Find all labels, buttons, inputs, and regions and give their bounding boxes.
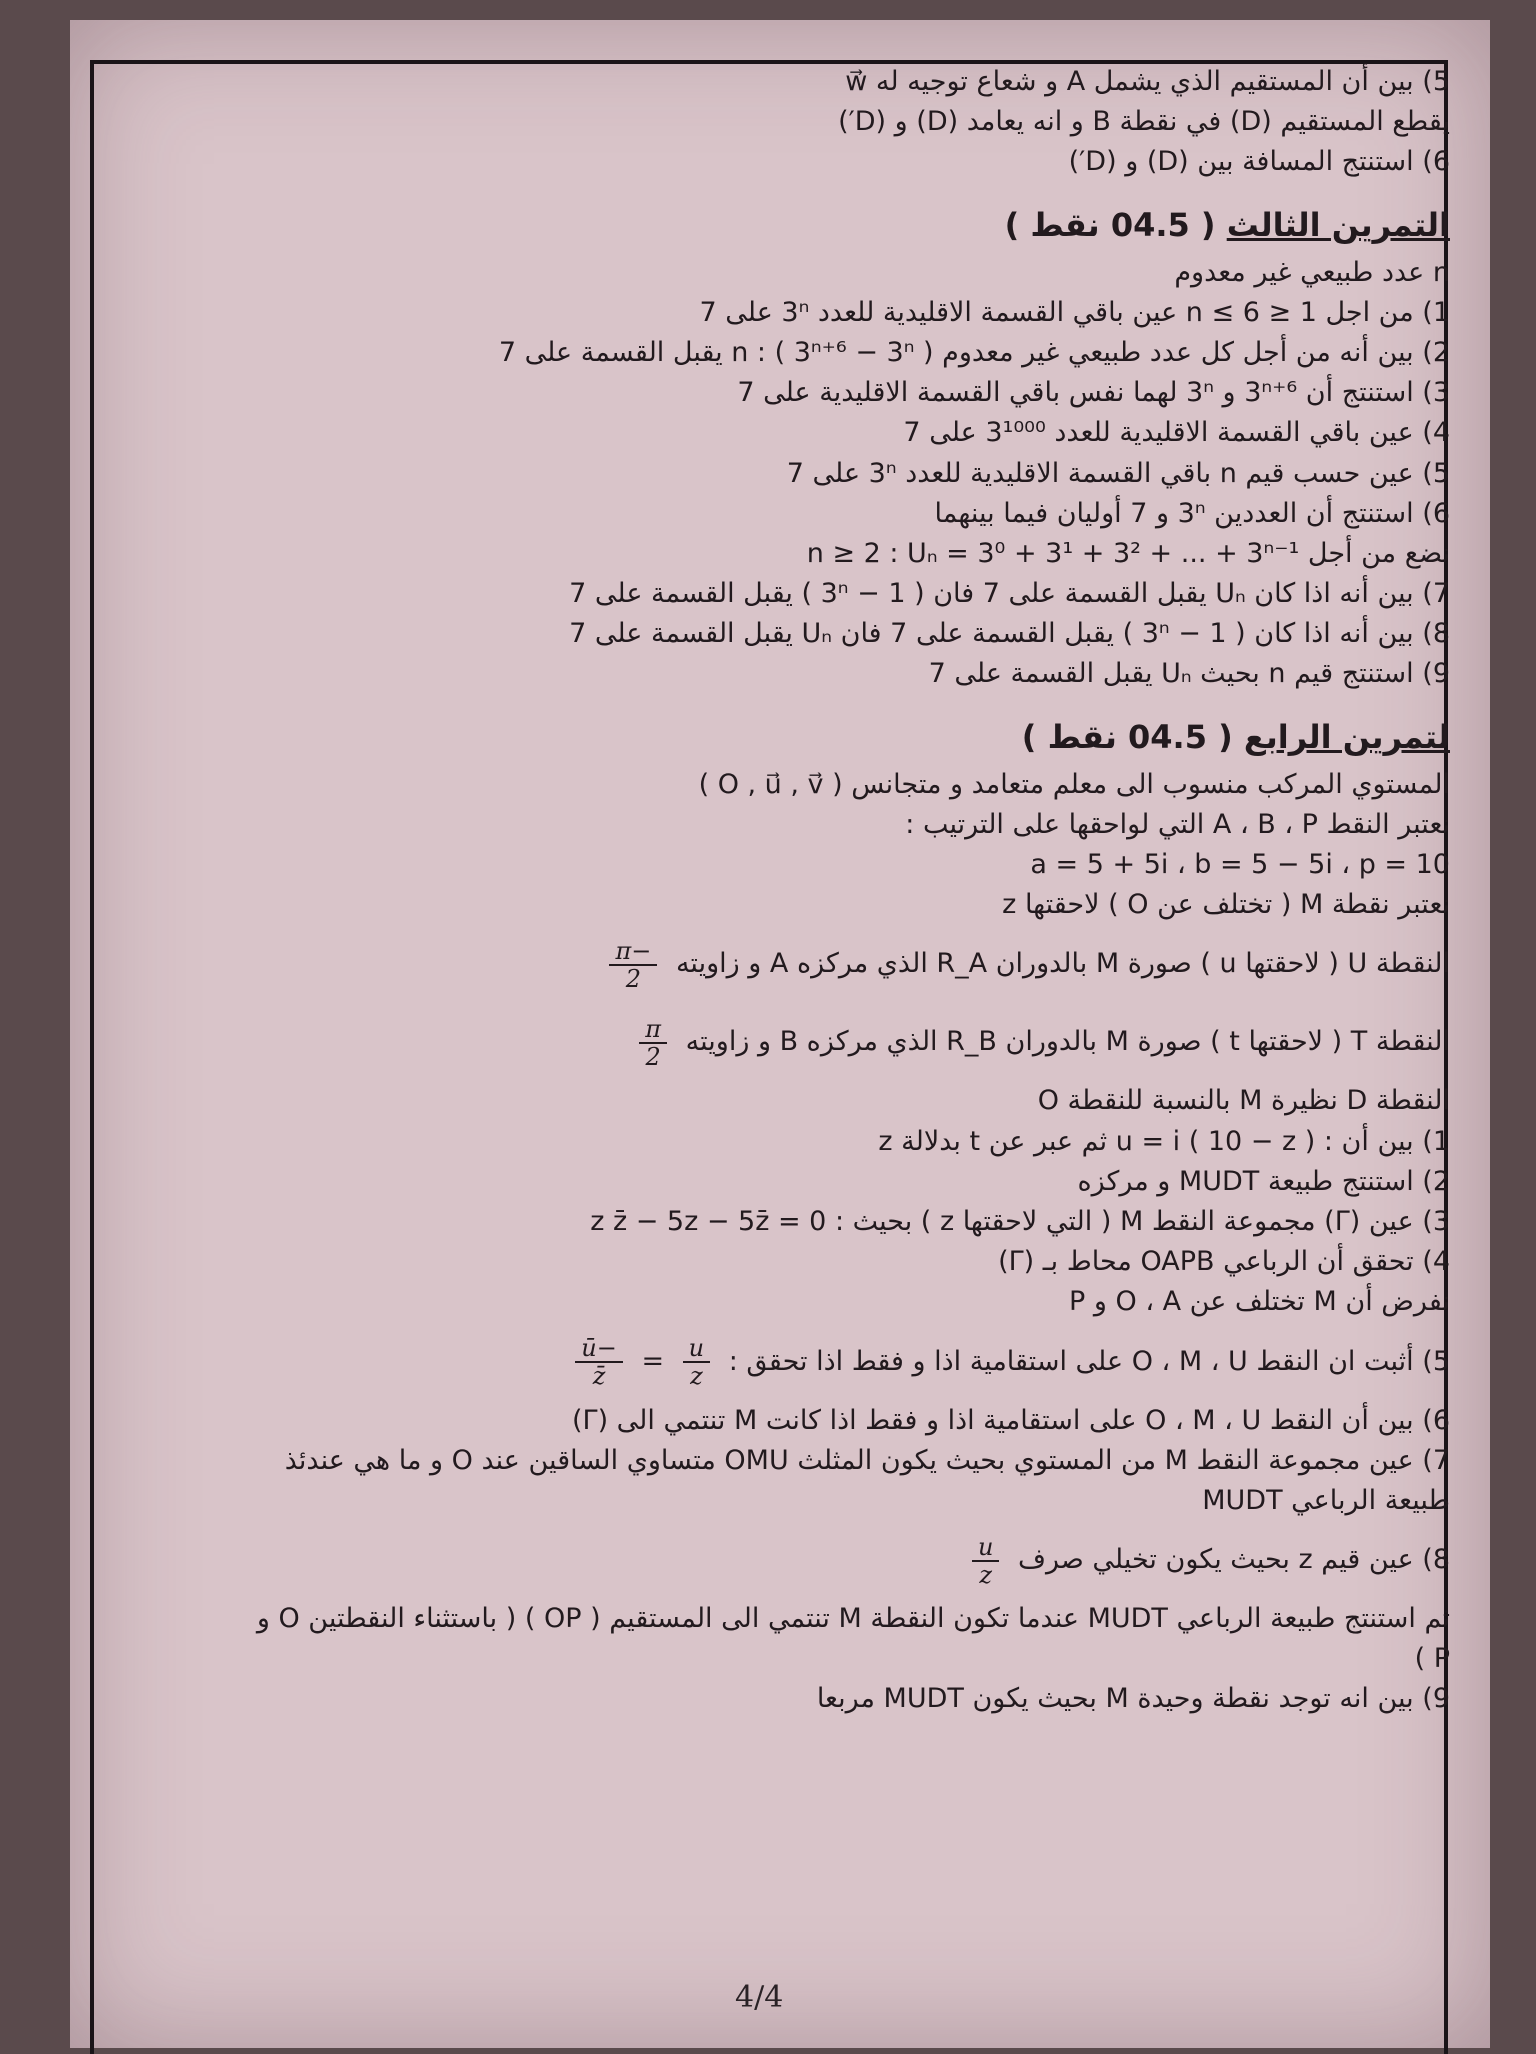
text-line: 1) من اجل 1 ≤ n ≤ 6 عين باقي القسمة الاقليدية للعدد 3ⁿ على 7 — [699, 296, 1450, 328]
exercise2-tail — [120, 62, 1450, 183]
text-line: 5) بين أن المستقيم الذي يشمل A و شعاع توجيه له w⃗ — [845, 66, 1450, 97]
text-line-with-fraction: 5) أثبت ان النقط O ، M ، U على استقامية اذا و فقط اذا تحقق : $\frac{u}{z}$ = $\frac{-ū}{z̄}$ — [120, 1323, 1450, 1401]
text-line: المستوي المركب منسوب الى معلم متعامد و متجانس ( O , u⃗ , v⃗ ) — [698, 768, 1450, 800]
exercise4 — [120, 709, 1450, 1720]
text-line: نفرض أن M تختلف عن O ، A و P — [1068, 1286, 1450, 1318]
fraction-numerator: u — [683, 1335, 710, 1363]
text-fragment: 8) عين قيم z بحيث يكون تخيلي صرف — [1018, 1544, 1450, 1576]
text-fragment: النقطة U ( لاحقتها u ) صورة M بالدوران R_A الذي مركزه A و زاويته — [675, 948, 1450, 980]
text-fragment: 5) أثبت ان النقط O ، M ، U على استقامية اذا و فقط اذا تحقق : — [728, 1345, 1450, 1377]
text-line-with-fraction — [120, 1003, 1450, 1081]
text-line-with-fraction — [120, 925, 1450, 1003]
exercise4-title: لتمرين الرابع — [1243, 717, 1450, 756]
text-line: يقطع المستقيم (D) في نقطة B و انه يعامد (D) و (D′) — [838, 106, 1450, 138]
text-line: 2) استنتج طبيعة MUDT و مركزه — [1077, 1165, 1450, 1197]
text-line: 8) بين أنه اذا كان ( 3ⁿ − 1 ) يقبل القسمة على 7 فان Uₙ يقبل القسمة على 7 — [569, 618, 1450, 650]
text-line: ثم استنتج طبيعة الرباعي MUDT عندما تكون النقطة M تنتمي الى المستقيم ( OP ) ( باستثناء النقطتين O و — [256, 1603, 1450, 1635]
exercise3-heading — [120, 197, 1450, 253]
text-line: 5) عين حسب قيم n باقي القسمة الاقليدية للعدد 3ⁿ على 7 — [786, 457, 1450, 489]
exercise3-title: التمرين الثالث — [1226, 205, 1450, 244]
page-number: 4/4 — [735, 1980, 784, 2015]
text-line: 1) بين أن : u = i ( 10 − z ) ثم عبر عن t بدلالة z — [878, 1125, 1450, 1157]
text-line: 3) استنتج أن 3ⁿ⁺⁶ و 3ⁿ لهما نفس باقي القسمة الاقليدية على 7 — [737, 377, 1450, 409]
text-line: النقطة D نظيرة M بالنسبة للنقطة O — [1037, 1085, 1450, 1117]
text-line-with-fraction — [120, 1521, 1450, 1599]
fraction-denominator: z — [690, 1362, 703, 1390]
document-body — [120, 62, 1450, 1720]
text-line: 9) بين انه توجد نقطة وحيدة M بحيث يكون MUDT مربعا — [816, 1683, 1450, 1715]
fraction-denominator: z — [979, 1560, 993, 1589]
text-line: نعتبر نقطة M ( تختلف عن O ) لاحقتها z — [1002, 889, 1450, 921]
angle-fraction-a — [609, 938, 657, 992]
exercise3-points: ( 04.5 نقط ) — [1004, 205, 1216, 244]
ratio-fraction-left — [683, 1335, 710, 1389]
exercise3 — [120, 197, 1450, 695]
fraction-denominator: 2 — [645, 1042, 661, 1071]
text-line: P ) — [1414, 1643, 1450, 1675]
text-line: 6) استنتج أن العددين 3ⁿ و 7 أوليان فيما بينهما — [934, 497, 1450, 529]
text-line: 7) عين مجموعة النقط M من المستوي بحيث يكون المثلث OMU متساوي الساقين عند O و ما هي عندئذ — [284, 1444, 1450, 1476]
fraction-numerator: π — [639, 1016, 667, 1044]
exercise4-heading — [120, 709, 1450, 765]
text-line: 6) بين أن النقط O ، M ، U على استقامية اذا و فقط اذا كانت M تنتمي الى (Γ) — [571, 1404, 1450, 1436]
fraction-denominator: 2 — [625, 964, 642, 993]
fraction-numerator: −ū — [575, 1335, 623, 1363]
exercise4-points: ( 04.5 نقط ) — [1021, 717, 1233, 756]
ratio-fraction-right — [575, 1335, 623, 1389]
fraction-numerator: u — [972, 1534, 999, 1562]
text-line: 4) تحقق أن الرباعي OAPB محاط بـ (Γ) — [998, 1246, 1450, 1278]
text-line: 4) عين باقي القسمة الاقليدية للعدد 3¹⁰⁰⁰ على 7 — [903, 417, 1450, 449]
text-fragment: النقطة T ( لاحقتها t ) صورة M بالدوران R_B الذي مركزه B و زاويته — [685, 1026, 1450, 1058]
angle-fraction-b — [639, 1016, 667, 1070]
text-line: طبيعة الرباعي MUDT — [1202, 1484, 1450, 1516]
text-line: 6) استنتج المسافة بين (D) و (D′) — [1068, 146, 1450, 178]
text-line: 7) بين أنه اذا كان Uₙ يقبل القسمة على 7 فان ( 3ⁿ − 1 ) يقبل القسمة على 7 — [569, 578, 1450, 610]
text-line: 2) بين أنه من أجل كل عدد طبيعي غير معدوم n : ( 3ⁿ⁺⁶ − 3ⁿ ) يقبل القسمة على 7 — [498, 336, 1450, 368]
text-line: نعتبر النقط A ، B ، P التي لواحقها على الترتيب : — [905, 808, 1450, 840]
fraction-denominator: z̄ — [592, 1362, 606, 1390]
text-line: a = 5 + 5i ، b = 5 − 5i ، p = 10 — [1030, 849, 1450, 880]
text-line: نضع من أجل n ≥ 2 : Uₙ = 3⁰ + 3¹ + 3² + ... + 3ⁿ⁻¹ — [806, 537, 1450, 569]
text-line: n عدد طبيعي غير معدوم — [1174, 256, 1450, 288]
text-line: 3) عين (Γ) مجموعة النقط M ( التي لاحقتها z ) بحيث : z z̄ − 5z − 5z̄ = 0 — [590, 1205, 1450, 1237]
fraction-numerator: −π — [609, 938, 657, 966]
text-line: 9) استنتج قيم n بحيث Uₙ يقبل القسمة على 7 — [928, 658, 1450, 690]
ratio-fraction-q8 — [972, 1534, 999, 1588]
